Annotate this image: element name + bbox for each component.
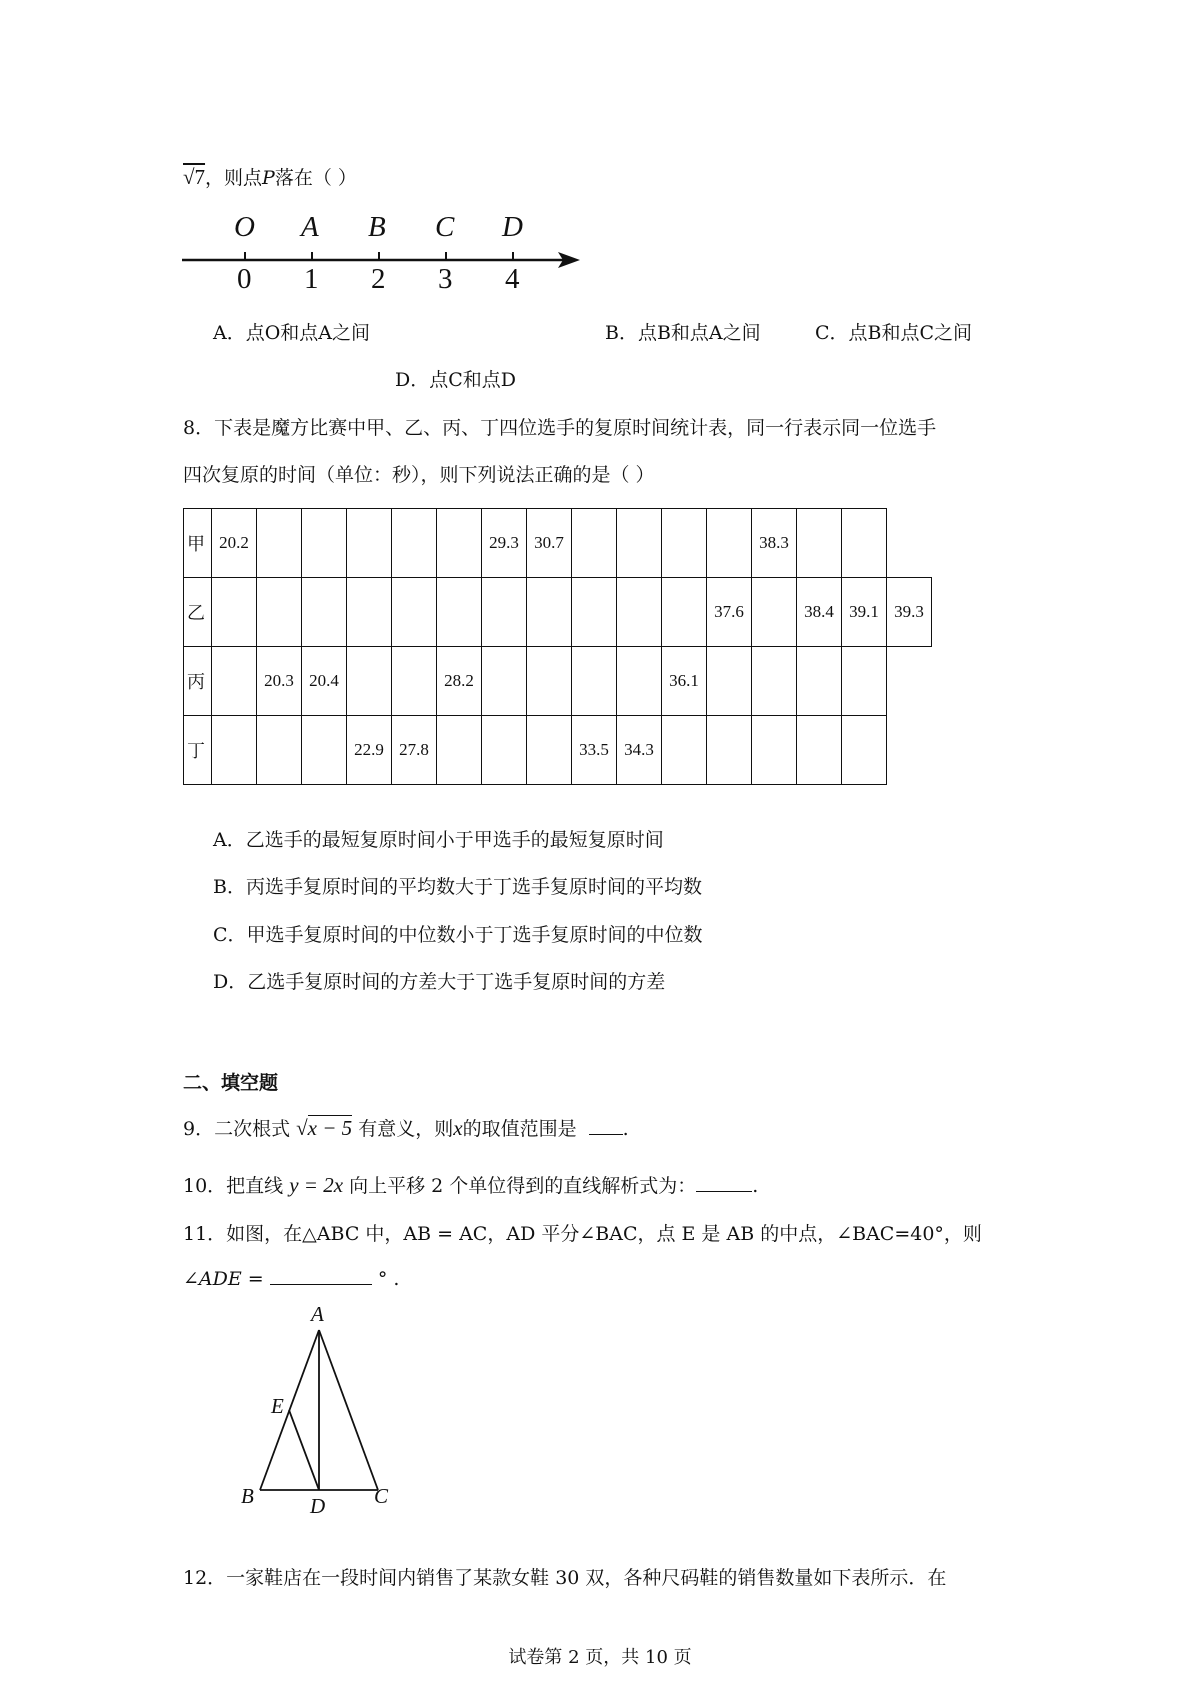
table-cell-time <box>437 716 482 785</box>
table-cell-time <box>662 578 707 647</box>
row-header-contestant: 丁 <box>184 716 212 785</box>
table-cell-time: 33.5 <box>572 716 617 785</box>
side-ac <box>319 1330 378 1490</box>
q9-radicand: x − 5 <box>307 1116 353 1140</box>
triangle-figure <box>230 1300 400 1510</box>
table-cell-time: 29.3 <box>482 509 527 578</box>
table-cell-time: 37.6 <box>707 578 752 647</box>
table-cell-time <box>212 578 257 647</box>
q8-option-b[interactable]: B．丙选手复原时间的平均数大于丁选手复原时间的平均数 <box>213 876 702 898</box>
section-title-fill-in: 二、填空题 <box>183 1072 279 1094</box>
q9-suffix: 的取值范围是 <box>462 1118 577 1140</box>
table-cell-time <box>617 509 662 578</box>
table-cell-time: 20.2 <box>212 509 257 578</box>
number-line-number: 3 <box>438 263 453 295</box>
table-cell-time <box>212 647 257 716</box>
q8-option-d[interactable]: D．乙选手复原时间的方差大于丁选手复原时间的方差 <box>213 971 666 993</box>
table-row <box>184 509 932 578</box>
label-d: D <box>310 1494 326 1518</box>
table-cell-time <box>617 578 662 647</box>
table-cell-time <box>842 509 887 578</box>
table-cell-time <box>212 716 257 785</box>
q10-equation: y = 2x <box>289 1173 344 1197</box>
table-cell-time <box>347 509 392 578</box>
label-c: C <box>374 1484 389 1508</box>
table-cell-time <box>482 716 527 785</box>
table-cell-time <box>617 647 662 716</box>
table-cell-time <box>842 716 887 785</box>
table-cell-time: 38.4 <box>797 578 842 647</box>
table-cell-time <box>257 716 302 785</box>
q10-answer-blank[interactable] <box>696 1191 752 1192</box>
table-row <box>184 647 932 716</box>
q8-option-a[interactable]: A．乙选手的最短复原时间小于甲选手的最短复原时间 <box>213 829 664 851</box>
table-cell-time: 36.1 <box>662 647 707 716</box>
q7-option-a[interactable]: A．点O和点A之间 <box>213 322 371 344</box>
table-cell-time <box>752 647 797 716</box>
q7-option-c[interactable]: C．点B和点C之间 <box>815 322 973 344</box>
q8-option-c[interactable]: C．甲选手复原时间的中位数小于丁选手复原时间的中位数 <box>213 924 703 946</box>
table-cell-time <box>662 716 707 785</box>
table-cell-time <box>797 647 842 716</box>
q10-prefix: 10．把直线 <box>183 1175 284 1197</box>
table-cell-time: 27.8 <box>392 716 437 785</box>
table-cell-time <box>482 647 527 716</box>
table-cell-time <box>257 509 302 578</box>
table-cell-time <box>257 578 302 647</box>
table-cell-time <box>662 509 707 578</box>
table-cell-time <box>392 647 437 716</box>
table-cell-time <box>797 509 842 578</box>
table-cell-time <box>572 509 617 578</box>
q7-stem <box>183 163 357 190</box>
table-cell-time <box>707 716 752 785</box>
q10-suffix: 向上平移 2 个单位得到的直线解析式为： <box>349 1175 697 1197</box>
row-header-contestant: 乙 <box>184 578 212 647</box>
table-cell-time: 30.7 <box>527 509 572 578</box>
table-cell-time <box>527 647 572 716</box>
q7-option-b[interactable]: B．点B和点A之间 <box>605 322 761 344</box>
page-footer: 试卷第 2 页，共 10 页 <box>508 1647 692 1668</box>
table-cell-time: 22.9 <box>347 716 392 785</box>
number-line-number: 0 <box>237 263 252 295</box>
table-row <box>184 716 932 785</box>
number-line-number: 2 <box>371 263 386 295</box>
q7-option-d[interactable]: D．点C和点D <box>395 369 517 391</box>
number-line-point-label: O <box>234 211 255 243</box>
table-cell-time: 38.3 <box>752 509 797 578</box>
number-line-number: 1 <box>304 263 319 295</box>
table-cell-time <box>482 578 527 647</box>
q9 <box>183 1114 629 1141</box>
q8-stem-line1: 8．下表是魔方比赛中甲、乙、丙、丁四位选手的复原时间统计表，同一行表示同一位选手 <box>183 417 937 439</box>
label-a: A <box>311 1302 324 1326</box>
q9-var: x <box>453 1116 463 1140</box>
q9-middle: 有意义，则 <box>358 1118 454 1140</box>
table-cell-time: 20.3 <box>257 647 302 716</box>
q11-angle-ade: ∠ADE = <box>183 1268 264 1290</box>
number-line-point-label: A <box>301 211 319 243</box>
table-row <box>184 578 932 647</box>
table-cell-time <box>392 578 437 647</box>
label-e: E <box>271 1394 284 1418</box>
table-cell-time: 34.3 <box>617 716 662 785</box>
table-cell-time <box>302 578 347 647</box>
label-b: B <box>241 1484 254 1508</box>
q11-line1: 11．如图，在△ABC 中，AB = AC，AD 平分∠BAC，点 E 是 AB 的中点，∠BAC=40°，则 <box>183 1223 982 1245</box>
q11-line2 <box>183 1268 399 1290</box>
q10-end: . <box>752 1175 759 1197</box>
table-cell-time: 20.4 <box>302 647 347 716</box>
table-cell-time <box>752 578 797 647</box>
q12-line1: 12．一家鞋店在一段时间内销售了某款女鞋 30 双，各种尺码鞋的销售数量如下表所示．在 <box>183 1567 947 1589</box>
number-line-point-label: B <box>368 211 386 243</box>
sqrt7: √7 <box>183 165 206 189</box>
number-line-number: 4 <box>505 263 520 295</box>
number-line-point-label: C <box>435 211 455 243</box>
table-cell-time <box>302 716 347 785</box>
q7-stem-text: ，则点 <box>205 167 263 189</box>
q8-time-table <box>183 508 932 785</box>
table-cell-time <box>707 647 752 716</box>
q9-prefix: 9．二次根式 <box>183 1118 291 1140</box>
row-header-contestant: 甲 <box>184 509 212 578</box>
table-cell-time <box>392 509 437 578</box>
table-cell-time <box>302 509 347 578</box>
q8-stem-line2: 四次复原的时间（单位：秒），则下列说法正确的是（ ） <box>183 464 655 486</box>
table-cell-time <box>437 578 482 647</box>
row-header-contestant: 丙 <box>184 647 212 716</box>
table-cell-time: 39.1 <box>842 578 887 647</box>
table-cell-time <box>572 647 617 716</box>
number-line-point-label: D <box>502 211 523 243</box>
table-cell-time <box>527 578 572 647</box>
q11-degree: ° . <box>377 1268 400 1290</box>
table-cell-time: 39.3 <box>887 578 932 647</box>
table-cell-time <box>572 578 617 647</box>
table-cell-time <box>347 578 392 647</box>
q9-answer-blank[interactable] <box>589 1134 623 1135</box>
point-p: P <box>262 167 275 189</box>
table-cell-time <box>752 716 797 785</box>
q11-answer-blank[interactable] <box>270 1284 372 1285</box>
table-cell-time <box>527 716 572 785</box>
q7-stem-end: 落在（ ） <box>274 167 357 189</box>
q9-end: . <box>622 1118 629 1140</box>
q10 <box>183 1171 758 1198</box>
table-cell-time <box>707 509 752 578</box>
table-cell-time <box>437 509 482 578</box>
table-cell-time <box>797 716 842 785</box>
table-cell-time: 28.2 <box>437 647 482 716</box>
table-cell-time <box>347 647 392 716</box>
table-cell-time <box>842 647 887 716</box>
q9-radical: √x − 5 <box>296 1116 353 1140</box>
segment-de <box>289 1410 319 1490</box>
